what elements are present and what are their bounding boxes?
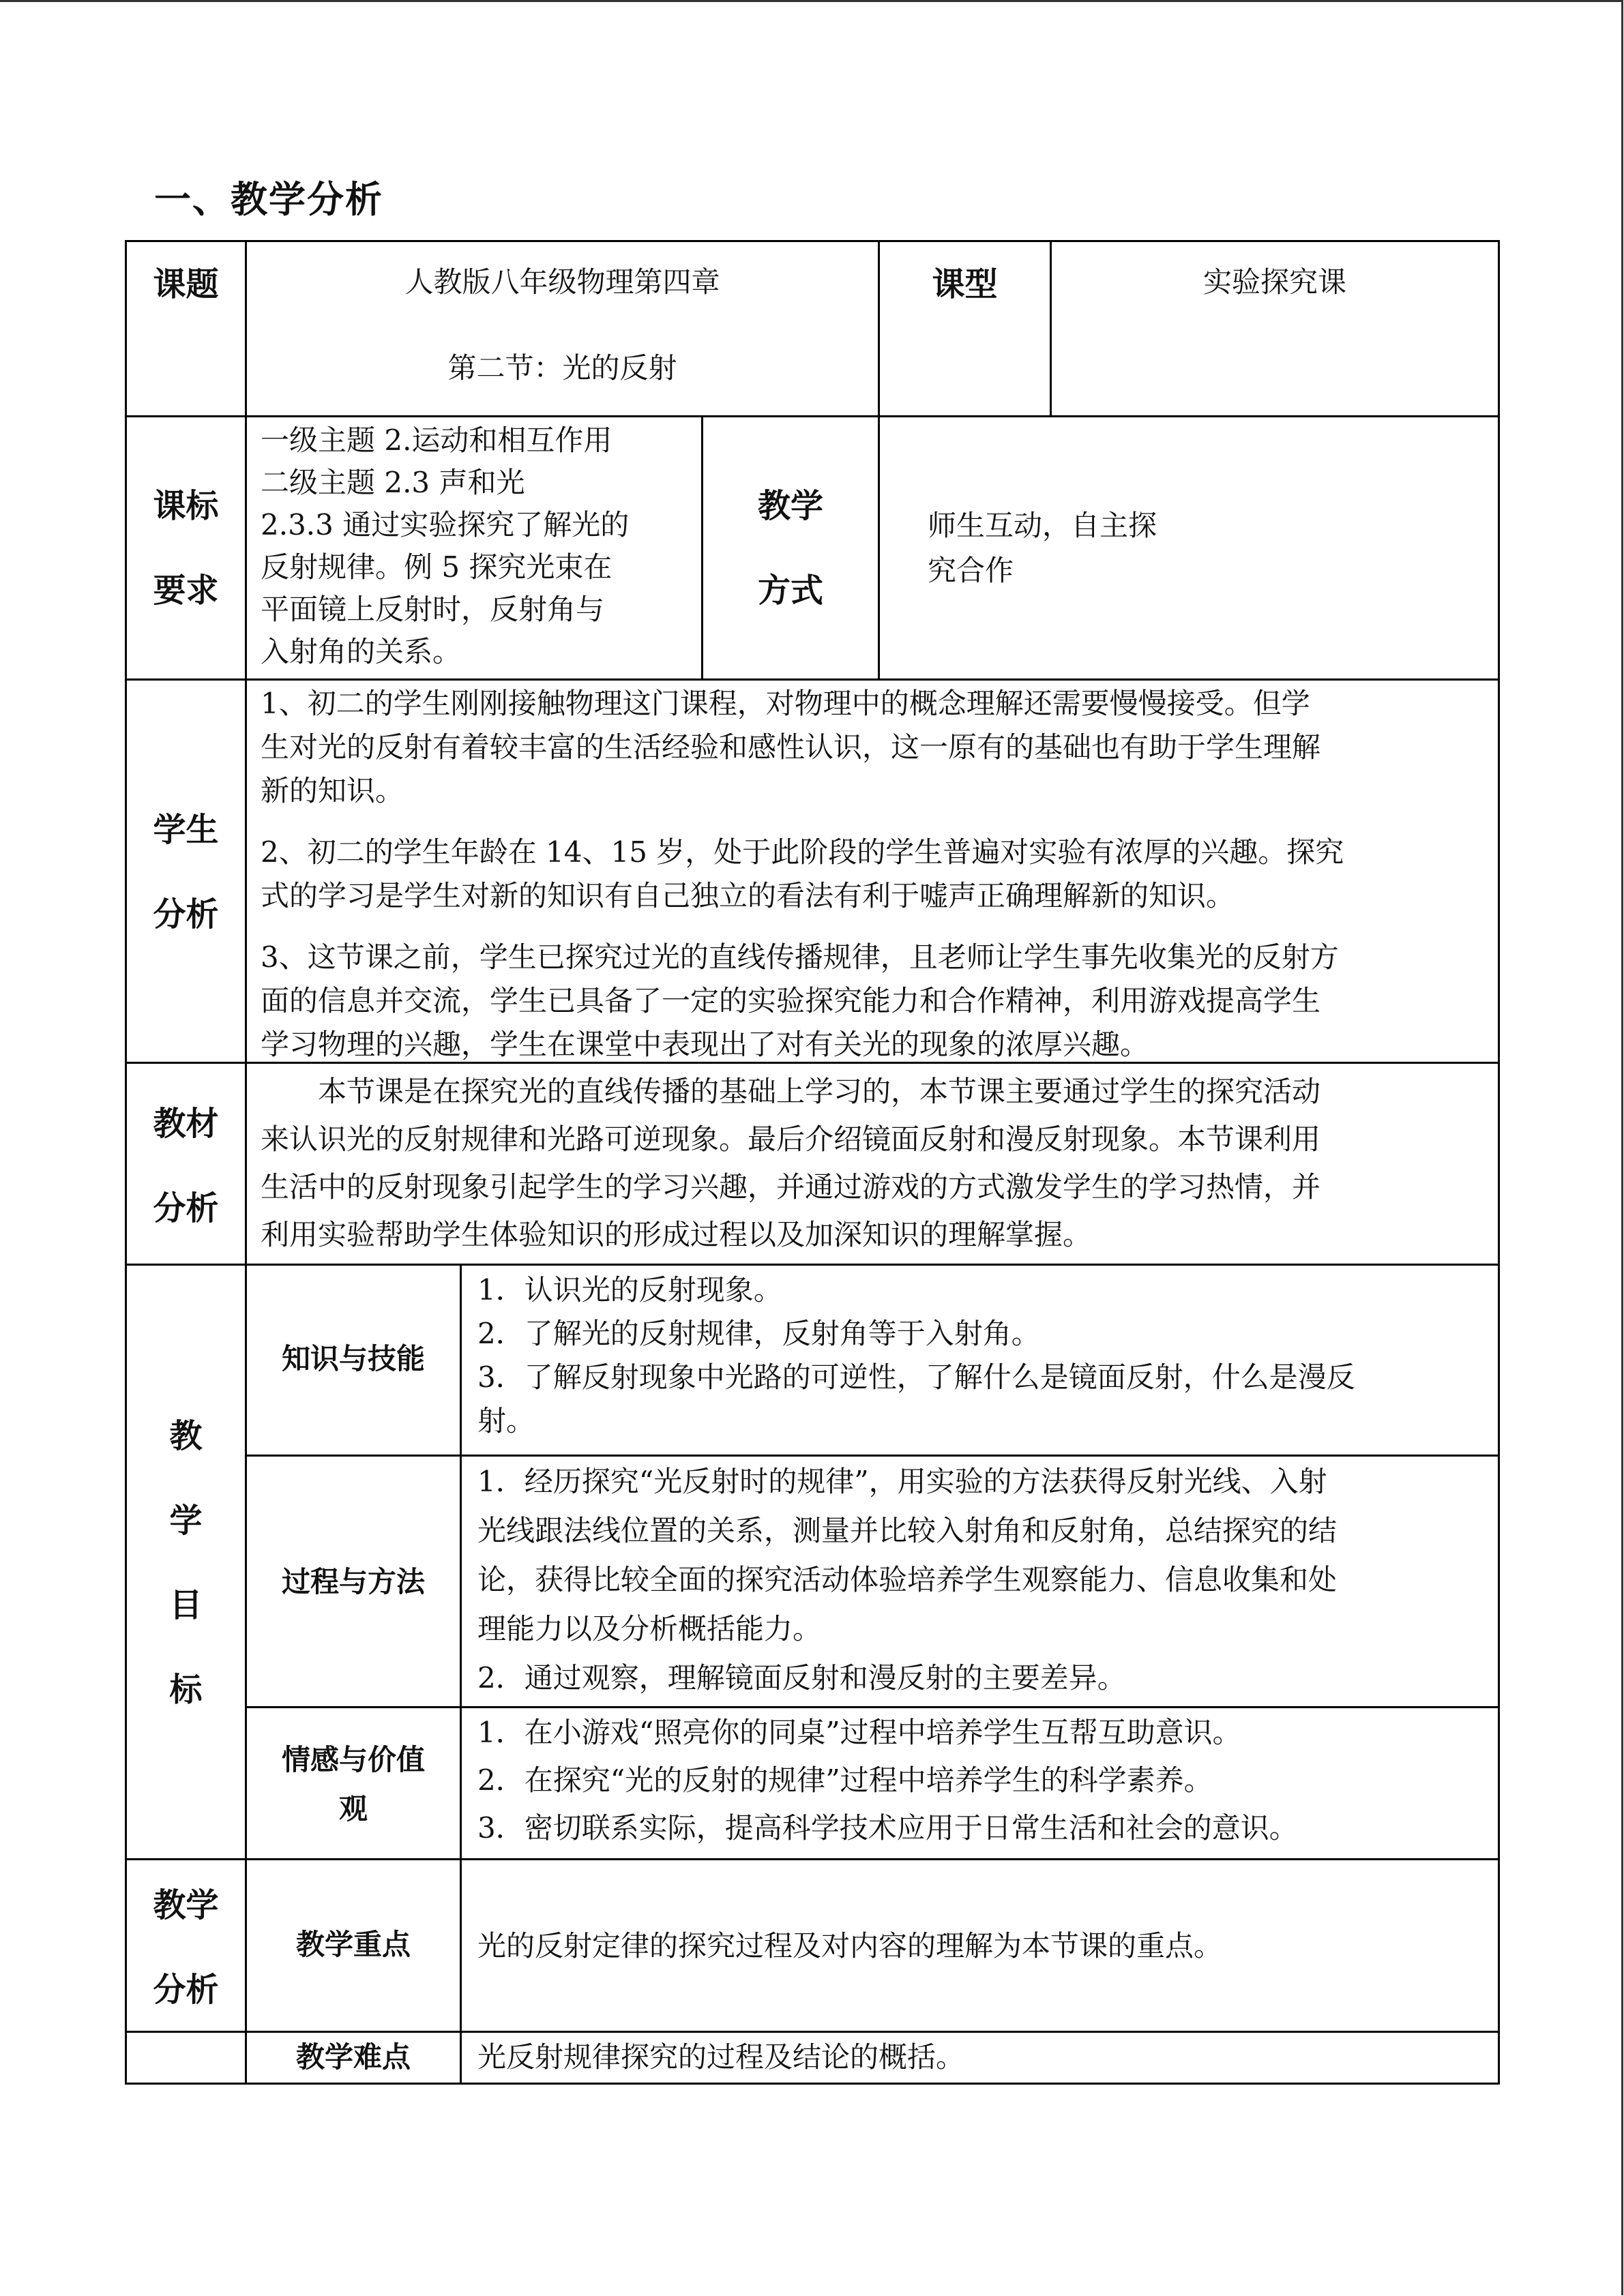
student-p3-line: 面的信息并交流，学生已具备了一定的实验探究能力和合作精神，利用游戏提高学生 (261, 984, 1321, 1017)
goals-label-char: 学 (169, 1502, 203, 1540)
emotion-goals (477, 1709, 1494, 1852)
student-analysis (261, 682, 1495, 1067)
method-line-2: 究合作 (928, 554, 1014, 587)
standard-label-2: 要求 (153, 571, 219, 610)
student-p3-line: 学习物理的兴趣，学生在课堂中表现出了对有关光的现象的浓厚兴趣。 (261, 1028, 1149, 1061)
method-label-2: 方式 (757, 571, 823, 610)
standard-line: 一级主题 2.运动和相互作用 (261, 423, 612, 457)
student-p2-line: 2、初二的学生年龄在 14、15 岁，处于此阶段的学生普遍对实验有浓厚的兴趣。探究 (261, 835, 1344, 869)
focus-label-1: 教学 (153, 1886, 219, 1924)
emotion-line: 1．在小游戏“照亮你的同桌”过程中培养学生互帮互助意识。 (477, 1716, 1241, 1749)
key-point-text: 光的反射定律的探究过程及对内容的理解为本节课的重点。 (477, 1929, 1223, 1963)
goals-label-char: 目 (169, 1586, 203, 1624)
student-label-1: 学生 (153, 811, 219, 849)
process-line: 2．通过观察，理解镜面反射和漫反射的主要差异。 (477, 1661, 1126, 1695)
topic-line-2: 第二节：光的反射 (447, 351, 677, 385)
standard-line: 二级主题 2.3 声和光 (261, 466, 525, 499)
section-heading: 一、教学分析 (154, 178, 383, 221)
material-analysis (261, 1068, 1495, 1259)
goals-label-char: 标 (169, 1671, 203, 1709)
knowledge-goals (477, 1268, 1494, 1443)
focus-label-2: 分析 (153, 1971, 219, 2009)
emotion-line: 2．在探究“光的反射的规律”过程中培养学生的科学素养。 (477, 1763, 1213, 1797)
material-line: 本节课是在探究光的直线传播的基础上学习的，本节课主要通过学生的探究活动 (261, 1075, 1321, 1108)
process-line: 1．经历探究“光反射时的规律”，用实验的方法获得反射光线、入射 (477, 1465, 1327, 1498)
student-p3-line: 3、这节课之前，学生已探究过光的直线传播规律，且老师让学生事先收集光的反射方 (261, 940, 1339, 974)
process-line: 光线跟法线位置的关系，测量并比较入射角和反射角，总结探究的结 (477, 1514, 1338, 1547)
material-line: 来认识光的反射规律和光路可逆现象。最后介绍镜面反射和漫反射现象。本节课利用 (261, 1122, 1321, 1156)
difficulty-label: 教学难点 (295, 2040, 411, 2074)
knowledge-line: 射。 (477, 1404, 535, 1437)
process-label: 过程与方法 (281, 1565, 425, 1598)
key-point-label: 教学重点 (295, 1928, 411, 1961)
material-label-1: 教材 (153, 1105, 219, 1143)
process-line: 理能力以及分析概括能力。 (477, 1612, 822, 1645)
process-line: 论，获得比较全面的探究活动体验培养学生观察能力、信息收集和处 (477, 1563, 1338, 1596)
emotion-line: 3．密切联系实际，提高科学技术应用于日常生活和社会的意识。 (477, 1811, 1298, 1845)
emotion-label-2: 观 (338, 1792, 368, 1825)
topic-line-1: 人教版八年级物理第四章 (404, 265, 720, 299)
course-type-label: 课型 (932, 265, 998, 303)
method-label-1: 教学 (757, 487, 823, 525)
student-p2-line: 式的学习是学生对新的知识有自己独立的看法有利于嘘声正确理解新的知识。 (261, 879, 1235, 912)
standard-line: 反射规律。例 5 探究光束在 (261, 550, 612, 584)
course-type-value: 实验探究课 (1202, 265, 1346, 299)
emotion-label (247, 1735, 460, 1834)
standard-text (261, 419, 697, 673)
process-goals (477, 1457, 1494, 1703)
student-p1-line: 生对光的反射有着较丰富的生活经验和感性认识，这一原有的基础也有助于学生理解 (261, 730, 1321, 764)
standard-label-1: 课标 (153, 487, 219, 525)
material-label-2: 分析 (153, 1189, 219, 1227)
method-line-1: 师生互动，自主探 (928, 509, 1157, 542)
method-value (928, 503, 1487, 593)
topic-label: 课题 (153, 265, 219, 303)
goals-label-char: 教 (169, 1417, 203, 1455)
knowledge-label: 知识与技能 (281, 1342, 425, 1375)
material-line: 生活中的反射现象引起学生的学习兴趣，并通过游戏的方式激发学生的学习热情，并 (261, 1170, 1321, 1204)
student-p1-line: 1、初二的学生刚刚接触物理这门课程，对物理中的概念理解还需要慢慢接受。但学 (261, 687, 1310, 720)
difficulty-text: 光反射规律探究的过程及结论的概括。 (477, 2040, 965, 2074)
knowledge-line: 1．认识光的反射现象。 (477, 1273, 782, 1307)
student-label-2: 分析 (153, 895, 219, 934)
student-p1-line: 新的知识。 (261, 774, 404, 807)
goals-label (127, 1394, 245, 1732)
knowledge-line: 2．了解光的反射规律，反射角等于入射角。 (477, 1317, 1040, 1350)
material-line: 利用实验帮助学生体验知识的形成过程以及加深知识的理解掌握。 (261, 1218, 1092, 1251)
standard-line: 平面镜上反射时，反射角与 (261, 593, 605, 626)
standard-line: 入射角的关系。 (261, 635, 462, 668)
emotion-label-1: 情感与价值 (281, 1743, 425, 1776)
knowledge-line: 3．了解反射现象中光路的可逆性，了解什么是镜面反射，什么是漫反 (477, 1360, 1355, 1394)
standard-line: 2.3.3 通过实验探究了解光的 (261, 508, 630, 541)
